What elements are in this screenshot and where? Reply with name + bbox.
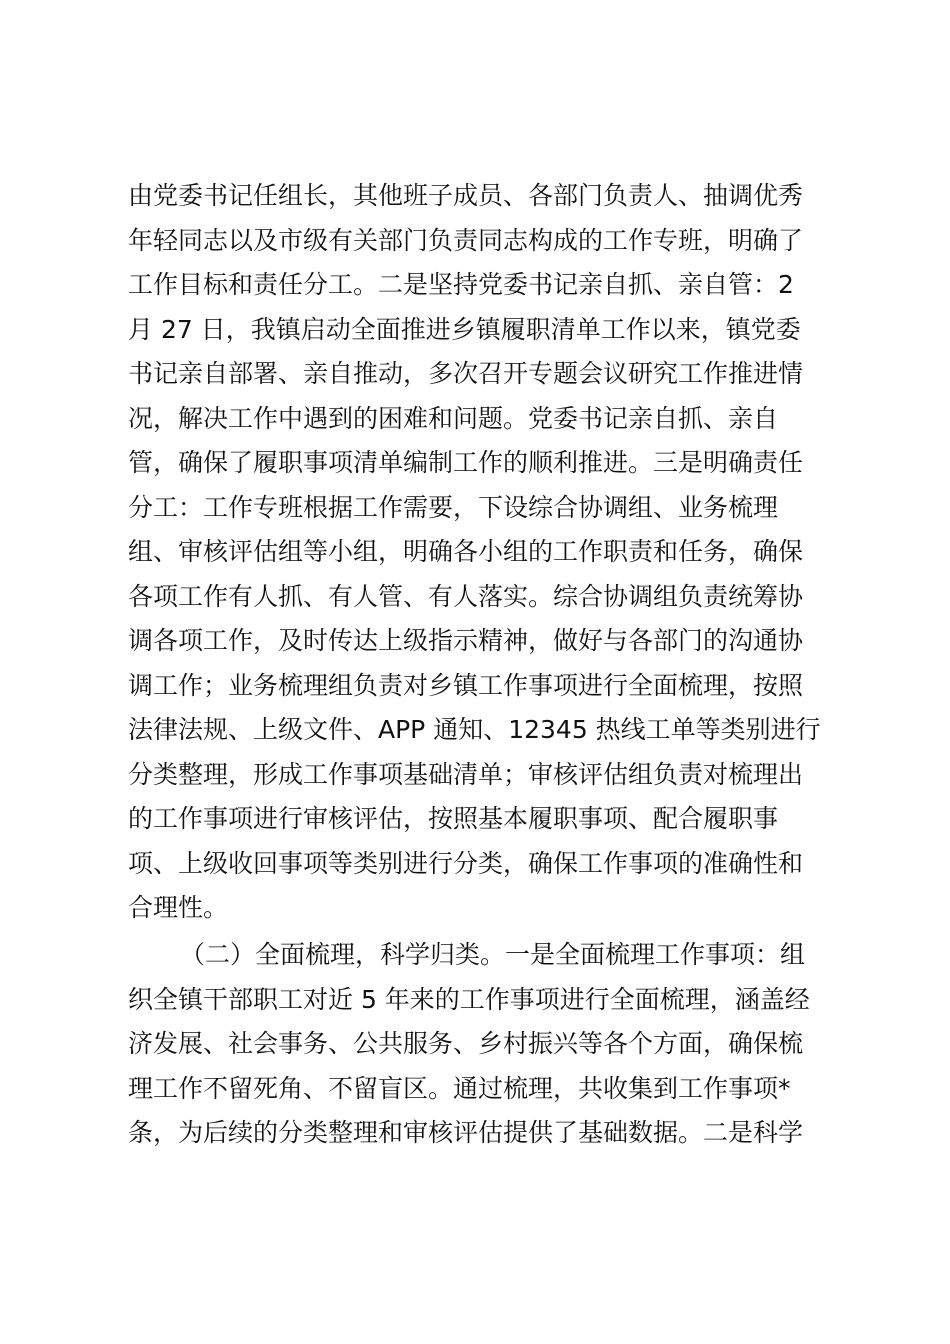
paragraph-line: 分工：工作专班根据工作需要，下设综合协调组、业务梳理 bbox=[128, 492, 779, 522]
paragraph-line: 织全镇干部职工对近 5 年来的工作事项进行全面梳理，涵盖经 bbox=[128, 984, 810, 1014]
paragraph-line: 的工作事项进行审核评估，按照基本履职事项、配合履职事 bbox=[128, 804, 779, 833]
paragraph-line: 年轻同志以及市级有关部门负责同志构成的工作专班，明确了 bbox=[128, 225, 804, 255]
paragraph-line: 调工作；业务梳理组负责对乡镇工作事项进行全面梳理，按照 bbox=[128, 670, 804, 700]
paragraph-line: 况，解决工作中遇到的困难和问题。党委书记亲自抓、亲自 bbox=[128, 403, 779, 433]
paragraph-2 bbox=[128, 933, 838, 1156]
paragraph-line: 月 27 日，我镇启动全面推进乡镇履职清单工作以来，镇党委 bbox=[128, 314, 801, 344]
paragraph-line: 法律法规、上级文件、APP 通知、12345 热线工单等类别进行 bbox=[128, 715, 821, 744]
paragraph-line: （二）全面梳理，科学归类。一是全面梳理工作事项：组 bbox=[180, 940, 806, 969]
paragraph-line: 项、上级收回事项等类别进行分类，确保工作事项的准确性和 bbox=[128, 848, 804, 878]
paragraph-line: 组、审核评估组等小组，明确各小组的工作职责和任务，确保 bbox=[128, 537, 804, 566]
paragraph-line: 工作目标和责任分工。二是坚持党委书记亲自抓、亲自管：2 bbox=[128, 270, 794, 299]
paragraph-line: 调各项工作，及时传达上级指示精神，做好与各部门的沟通协 bbox=[128, 626, 804, 655]
paragraph-1 bbox=[128, 174, 838, 931]
paragraph-line: 条，为后续的分类整理和审核评估提供了基础数据。二是科学 bbox=[128, 1118, 804, 1147]
paragraph-line: 各项工作有人抓、有人管、有人落实。综合协调组负责统筹协 bbox=[128, 581, 804, 611]
paragraph-line: 由党委书记任组长，其他班子成员、各部门负责人、抽调优秀 bbox=[128, 181, 804, 210]
paragraph-line: 管，确保了履职事项清单编制工作的顺利推进。三是明确责任 bbox=[128, 448, 804, 477]
paragraph-line: 分类整理，形成工作事项基础清单；审核评估组负责对梳理出 bbox=[128, 759, 804, 789]
paragraph-line: 理工作不留死角、不留盲区。通过梳理，共收集到工作事项* bbox=[128, 1073, 791, 1103]
paragraph-line: 书记亲自部署、亲自推动，多次召开专题会议研究工作推进情 bbox=[128, 359, 804, 388]
paragraph-line: 济发展、社会事务、公共服务、乡村振兴等各个方面，确保梳 bbox=[128, 1029, 804, 1058]
paragraph-line: 合理性。 bbox=[128, 893, 229, 922]
